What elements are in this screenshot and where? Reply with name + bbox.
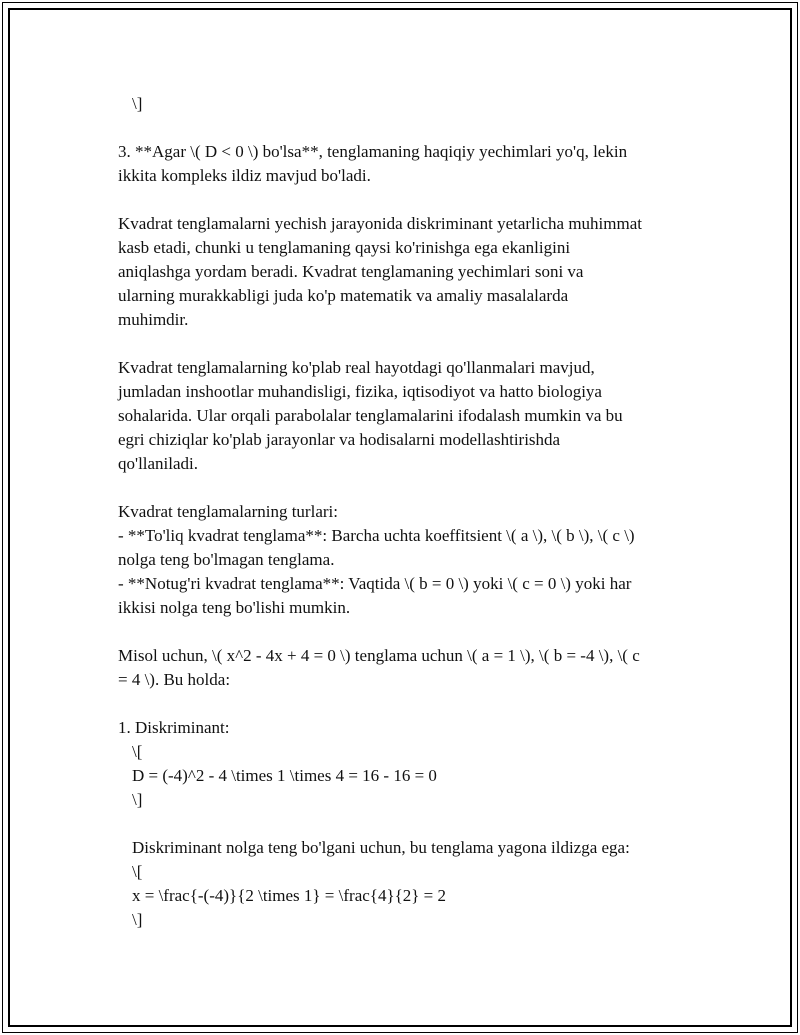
- text-line: Kvadrat tenglamalarning turlari:: [118, 502, 338, 521]
- text-line: nolga teng bo'lmagan tenglama.: [118, 550, 335, 569]
- math-open-bracket: \[: [132, 742, 143, 761]
- paragraph-gap: [118, 476, 698, 500]
- paragraph-gap: [118, 332, 698, 356]
- text-line: aniqlashga yordam beradi. Kvadrat tenglamaning yechimlari soni va: [118, 262, 584, 281]
- paragraph-gap: [118, 692, 698, 716]
- text-line: Kvadrat tenglamalarni yechish jarayonida diskriminant yetarlicha muhimmat: [118, 214, 642, 233]
- math-close-bracket: \]: [132, 790, 143, 809]
- text-line: qo'llaniladi.: [118, 454, 199, 473]
- text-line: - **Notug'ri kvadrat tenglama**: Vaqtida \( b = 0 \) yoki \( c = 0 \) yoki har: [118, 574, 632, 593]
- text-line: 1. Diskriminant:: [118, 718, 230, 737]
- text-line: ikkita kompleks ildiz mavjud bo'ladi.: [118, 166, 371, 185]
- text-line: muhimdir.: [118, 310, 189, 329]
- text-line: = 4 \). Bu holda:: [118, 670, 231, 689]
- paragraph-gap: [118, 812, 698, 836]
- text-line: Misol uchun, \( x^2 - 4x + 4 = 0 \) tenglama uchun \( a = 1 \), \( b = -4 \), \( c: [118, 646, 640, 665]
- text-line: Kvadrat tenglamalarning ko'plab real hayotdagi qo'llanmalari mavjud,: [118, 358, 595, 377]
- text-line: sohalarida. Ular orqali parabolalar tenglamalarini ifodalash mumkin va bu: [118, 406, 623, 425]
- text-line: jumladan inshootlar muhandisligi, fizika, iqtisodiyot va hatto biologiya: [118, 382, 602, 401]
- paragraph-gap: [118, 620, 698, 644]
- text-line: 3. **Agar \( D < 0 \) bo'lsa**, tenglamaning haqiqiy yechimlari yo'q, lekin: [118, 142, 628, 161]
- text-line: egri chiziqlar ko'plab jarayonlar va hodisalarni modellashtirishda: [118, 430, 561, 449]
- text-line: ikkisi nolga teng bo'lishi mumkin.: [118, 598, 351, 617]
- math-equation: D = (-4)^2 - 4 \times 1 \times 4 = 16 - 16 = 0: [132, 766, 437, 785]
- math-close-bracket: \]: [132, 910, 143, 929]
- document-body: [118, 92, 698, 932]
- math-equation: x = \frac{-(-4)}{2 \times 1} = \frac{4}{2} = 2: [132, 886, 447, 905]
- paragraph-gap: [118, 116, 698, 140]
- paragraph-gap: [118, 188, 698, 212]
- text-line: - **To'liq kvadrat tenglama**: Barcha uchta koeffitsient \( a \), \( b \), \( c \): [118, 526, 635, 545]
- text-line: ularning murakkabligi juda ko'p matematik va amaliy masalalarda: [118, 286, 569, 305]
- math-close-bracket: \]: [132, 94, 143, 113]
- text-line: Diskriminant nolga teng bo'lgani uchun, bu tenglama yagona ildizga ega:: [132, 838, 630, 857]
- text-line: kasb etadi, chunki u tenglamaning qaysi ko'rinishga ega ekanligini: [118, 238, 571, 257]
- math-open-bracket: \[: [132, 862, 143, 881]
